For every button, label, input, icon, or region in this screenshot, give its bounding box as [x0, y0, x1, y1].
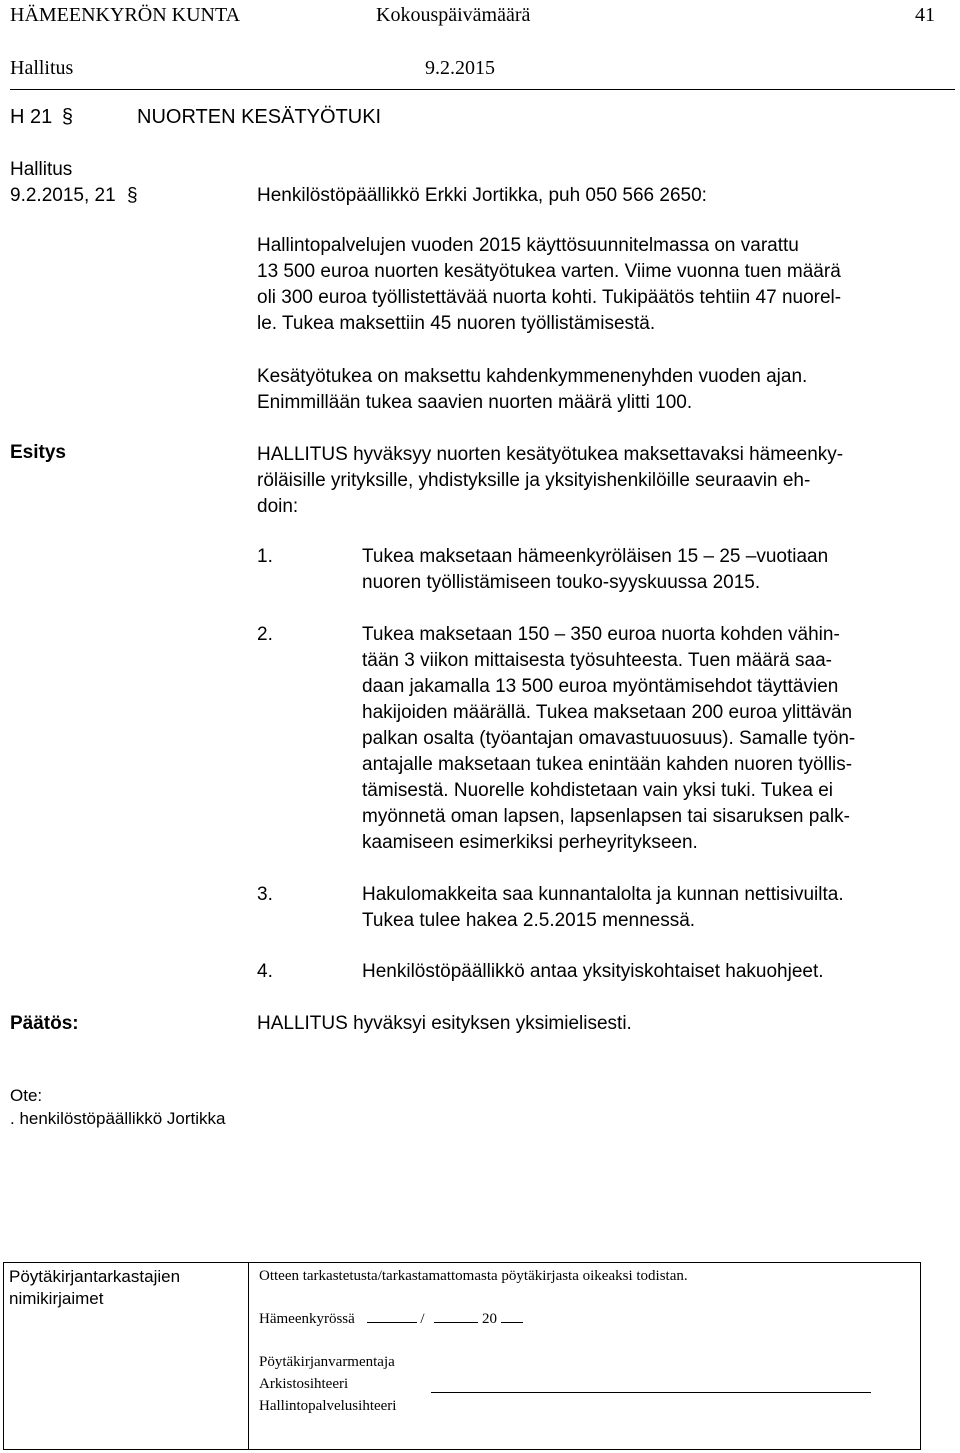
proposal-item-line: tään 3 viikon mittaisesta työsuhteesta. Tuen määrä saa- — [362, 650, 832, 671]
section-heading: NUORTEN KESÄTYÖTUKI — [137, 106, 382, 128]
admin-secretary-label: Hallintopalvelusihteeri — [259, 1398, 397, 1414]
meeting-section-sign: § — [126, 185, 138, 206]
description-line: 13 500 euroa nuorten kesätyötukea varten. Viime vuonna tuen määrä — [257, 261, 841, 282]
proposal-item-line: kaamiseen esimerkiksi perheyritykseen. — [362, 832, 698, 853]
proposal-item-line: Tukea maksetaan 150 – 350 euroa nuorta kohden vähin- — [362, 624, 840, 645]
certification-text: Otteen tarkastetusta/tarkastamattomasta pöytäkirjasta oikeaksi todistan. — [259, 1268, 688, 1284]
municipality-name: HÄMEENKYRÖN KUNTA — [10, 4, 241, 26]
proposal-intro-line: doin: — [257, 496, 299, 517]
proposal-item-line: Tukea tulee hakea 2.5.2015 mennessä. — [362, 910, 696, 931]
presenter-line: Henkilöstöpäällikkö Erkki Jortikka, puh 050 566 2650: — [257, 185, 707, 206]
proposal-item-line: palkan osalta (työantajan omavastuuosuus). Samalle työn- — [362, 728, 856, 749]
year-prefix: 20 — [481, 1311, 497, 1327]
proposal-item-line: Tukea maksetaan hämeenkyröläisen 15 – 25 –vuotiaan — [362, 546, 829, 567]
proposal-item-line: nuoren työllistämiseen touko-syyskuussa 2015. — [362, 572, 761, 593]
section-title — [10, 106, 382, 129]
proposal-label: Esitys — [10, 442, 66, 463]
initials-label-line2: nimikirjaimet — [9, 1289, 104, 1308]
initials-label-line1: Pöytäkirjantarkastajien — [9, 1267, 181, 1286]
document-type-label: Kokouspäivämäärä — [376, 4, 531, 26]
decision-label: Päätös: — [10, 1013, 79, 1034]
description-line: oli 300 euroa työllistettävää nuorta kohti. Tukipäätös tehtiin 47 nuorel- — [257, 287, 842, 308]
proposal-item-line: Henkilöstöpäällikkö antaa yksityiskohtaiset hakuohjeet. — [362, 961, 824, 982]
signature-line — [431, 1392, 871, 1393]
page-number: 41 — [915, 4, 935, 26]
proposal-item-line: myönnetä oman lapsen, lapsenlapsen tai sisaruksen palk- — [362, 806, 850, 827]
header-divider — [10, 89, 955, 90]
proposal-intro-line: HALLITUS hyväksyy nuorten kesätyötukea maksettavaksi hämeenky- — [257, 444, 844, 465]
description-line: le. Tukea maksettiin 45 nuoren työllistämisestä. — [257, 313, 656, 334]
meeting-date-number: 9.2.2015, 21 — [10, 185, 116, 206]
proposal-intro-line: röläisille yrityksille, yhdistyksille ja yksityishenkilöille seuraavin eh- — [257, 470, 811, 491]
meeting-date-ref — [10, 185, 138, 207]
section-number: H 21 — [10, 106, 53, 128]
proposal-item-number: 3. — [257, 884, 273, 905]
proposal-item-line: antajalle maksetaan tukea enintään kahden nuoren työllis- — [362, 754, 853, 775]
excerpt-label: Ote: — [10, 1086, 43, 1105]
certification-divider — [248, 1263, 249, 1449]
proposal-item-line: hakijoiden määrällä. Tukea maksetaan 200 euroa ylittävän — [362, 702, 853, 723]
meeting-body: Hallitus — [10, 159, 73, 180]
proposal-item-line: Hakulomakkeita saa kunnantalolta ja kunnan nettisivuilta. — [362, 884, 844, 905]
proposal-item-number: 1. — [257, 546, 273, 567]
month-blank — [434, 1322, 478, 1323]
proposal-item-line: daan jakamalla 13 500 euroa myöntämisehdot täyttävien — [362, 676, 839, 697]
section-sign: § — [61, 106, 73, 128]
description-line: Kesätyötukea on maksettu kahdenkymmenenyhden vuoden ajan. — [257, 366, 808, 387]
place-name: Hämeenkyrössä — [259, 1311, 355, 1327]
header-meeting-date: 9.2.2015 — [425, 57, 495, 79]
description-line: Hallintopalvelujen vuoden 2015 käyttösuunnitelmassa on varattu — [257, 235, 799, 256]
description-line: Enimmillään tukea saavien nuorten määrä ylitti 100. — [257, 392, 693, 413]
verifier-label: Pöytäkirjanvarmentaja — [259, 1354, 395, 1370]
date-slash: / — [420, 1311, 425, 1327]
excerpt-recipient: . henkilöstöpäällikkö Jortikka — [10, 1109, 226, 1128]
proposal-item-number: 4. — [257, 961, 273, 982]
certification-box — [3, 1262, 921, 1450]
day-blank — [367, 1322, 417, 1323]
decision-text: HALLITUS hyväksyi esityksen yksimielisesti. — [257, 1013, 632, 1034]
header-body-name: Hallitus — [10, 57, 74, 79]
proposal-item-line: tämisestä. Nuorelle kohdistetaan vain yksi tuki. Tukea ei — [362, 780, 834, 801]
archive-secretary-label: Arkistosihteeri — [259, 1376, 349, 1392]
year-blank — [501, 1322, 523, 1323]
place-date-line — [259, 1311, 523, 1328]
proposal-item-number: 2. — [257, 624, 273, 645]
